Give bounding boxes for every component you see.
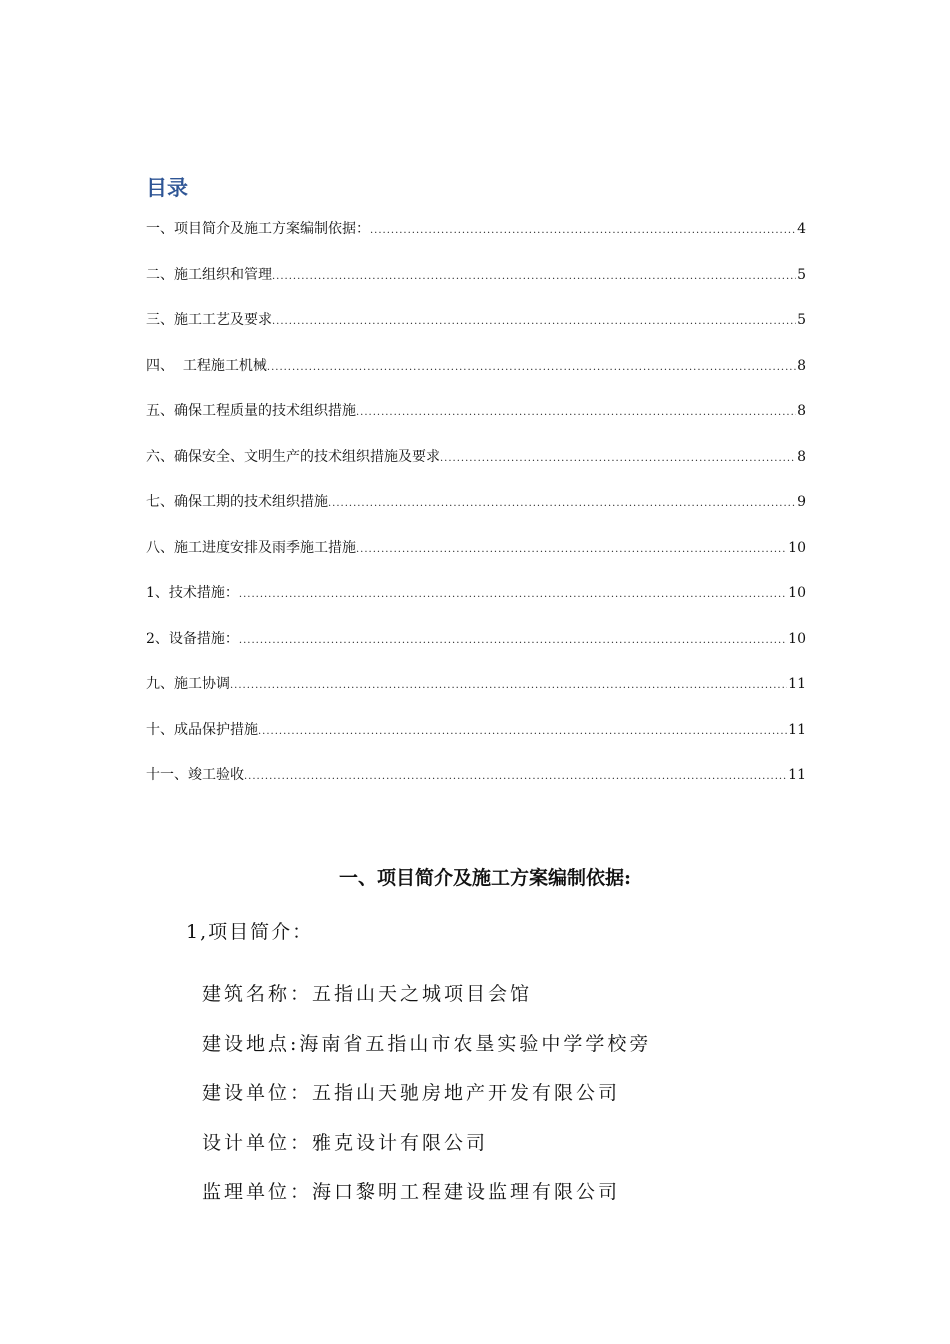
toc-entry[interactable]	[146, 399, 806, 445]
toc-dot-leader	[239, 629, 787, 653]
table-of-contents	[146, 217, 806, 809]
toc-entry-page: 10	[788, 539, 806, 556]
toc-title: 目录	[146, 176, 188, 200]
toc-entry-page: 5	[797, 312, 806, 328]
project-info-list	[202, 980, 651, 1228]
toc-entry-text: 十一、竣工验收	[146, 767, 244, 783]
toc-dot-leader	[272, 265, 796, 289]
toc-entry-page: 8	[797, 357, 806, 374]
toc-entry[interactable]	[146, 718, 806, 764]
toc-dot-leader	[267, 356, 796, 380]
toc-entry[interactable]	[146, 581, 806, 627]
toc-entry-text: 八、施工进度安排及雨季施工措施	[146, 539, 356, 556]
toc-entry[interactable]	[146, 536, 806, 582]
toc-dot-leader	[239, 583, 787, 607]
toc-entry-page: 8	[797, 403, 806, 419]
toc-dot-leader	[440, 447, 796, 471]
toc-entry-page: 8	[797, 448, 806, 465]
toc-entry-text: 一、项目简介及施工方案编制依据：	[146, 221, 370, 237]
toc-entry[interactable]	[146, 263, 806, 309]
toc-entry-page: 5	[797, 266, 806, 283]
toc-entry-text: 十、成品保护措施	[146, 721, 258, 738]
toc-entry[interactable]	[146, 445, 806, 491]
project-info-line: 设计单位：雅克设计有限公司	[202, 1131, 489, 1154]
toc-dot-leader	[230, 674, 787, 698]
toc-dot-leader	[370, 219, 796, 243]
project-info-line: 建筑名称：五指山天之城项目会馆	[202, 983, 533, 1005]
toc-entry-page: 4	[797, 221, 806, 237]
toc-entry-text: 九、施工协调	[146, 676, 230, 692]
toc-dot-leader	[356, 401, 796, 425]
toc-entry-text: 七、确保工期的技术组织措施	[146, 494, 328, 510]
project-info-line: 建设地点:海南省五指山市农垦实验中学学校旁	[202, 1032, 652, 1055]
project-info-line: 监理单位：海口黎明工程建设监理有限公司	[202, 1181, 621, 1203]
toc-dot-leader	[244, 765, 787, 789]
toc-dot-leader	[272, 310, 796, 334]
toc-entry[interactable]	[146, 627, 806, 673]
toc-entry[interactable]	[146, 672, 806, 718]
toc-entry-page: 10	[788, 585, 806, 601]
toc-entry[interactable]	[146, 763, 806, 809]
toc-entry[interactable]	[146, 217, 806, 263]
toc-dot-leader	[356, 538, 787, 562]
toc-entry[interactable]	[146, 490, 806, 536]
project-info-line: 建设单位：五指山天驰房地产开发有限公司	[202, 1082, 621, 1104]
section-heading: 一、项目简介及施工方案编制依据:	[338, 867, 631, 889]
toc-entry-page: 11	[788, 676, 806, 692]
toc-entry-text: 六、确保安全、文明生产的技术组织措施及要求	[146, 448, 440, 465]
sub-heading: 1,项目简介：	[186, 921, 314, 943]
toc-dot-leader	[258, 720, 787, 744]
toc-entry-text: 五、确保工程质量的技术组织措施	[146, 403, 356, 419]
toc-entry-text: 四、 工程施工机械	[146, 357, 267, 374]
toc-entry-text: 三、施工工艺及要求	[146, 312, 272, 328]
toc-entry-text: 1、技术措施：	[146, 585, 239, 601]
toc-dot-leader	[328, 492, 796, 516]
toc-entry-page: 10	[788, 630, 806, 647]
toc-entry-text: 2、设备措施：	[146, 630, 239, 647]
toc-entry-page: 9	[797, 494, 806, 510]
toc-entry-page: 11	[788, 767, 806, 783]
toc-entry[interactable]	[146, 308, 806, 354]
toc-entry-page: 11	[788, 721, 806, 738]
toc-entry-text: 二、施工组织和管理	[146, 266, 272, 283]
toc-entry[interactable]	[146, 354, 806, 400]
